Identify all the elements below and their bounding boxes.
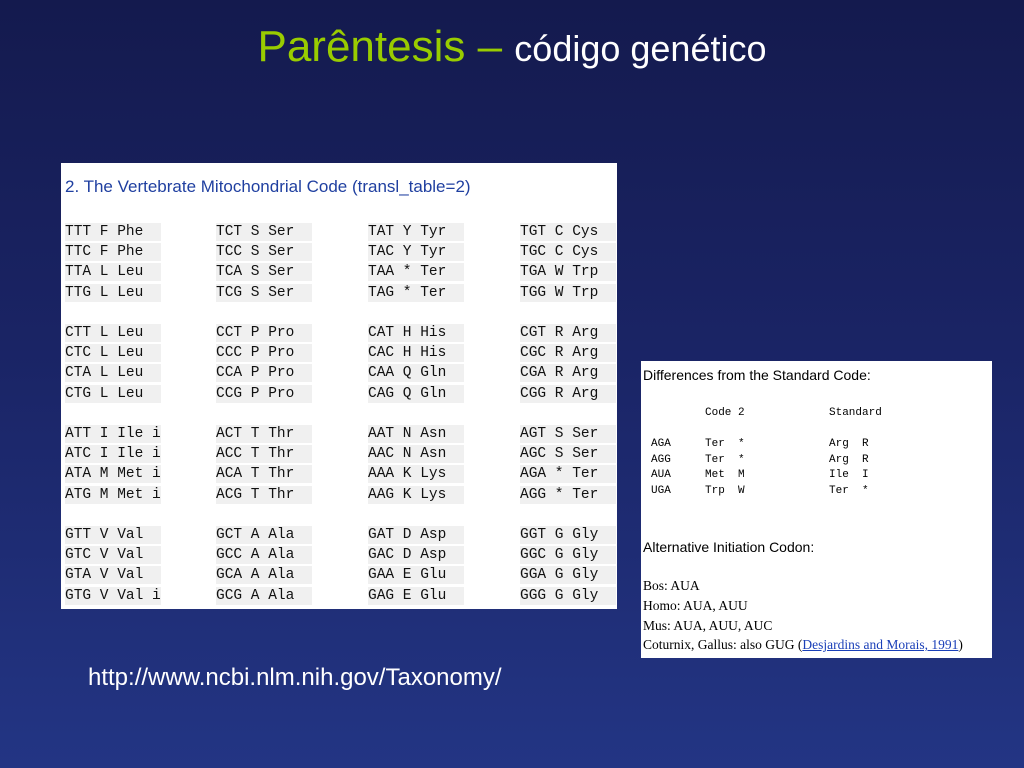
codon-cell: GGC G Gly — [520, 546, 616, 564]
codon-cell: TGA W Trp — [520, 263, 616, 281]
codon-cell: GTA V Val — [65, 566, 161, 584]
codon-cell: GAT D Asp — [368, 526, 464, 544]
codon-cell: CGC R Arg — [520, 344, 616, 362]
codon-cell: AAC N Asn — [368, 445, 464, 463]
codon-cell: AAA K Lys — [368, 465, 464, 483]
codon-cell: TTA L Leu — [65, 263, 161, 281]
codon-cell: GCG A Ala — [216, 587, 312, 605]
diff-code2: Trp W — [705, 484, 745, 497]
codon-cell: AGT S Ser — [520, 425, 616, 443]
codon-cell: TGC C Cys — [520, 243, 616, 261]
diff-codon: AUA — [651, 469, 671, 481]
codon-cell: CGG R Arg — [520, 385, 616, 403]
codon-cell: ATT I Ile i — [65, 426, 161, 442]
alt-initiation-heading: Alternative Initiation Codon: — [643, 539, 815, 555]
codon-table-heading: 2. The Vertebrate Mitochondrial Code (transl_table=2) — [65, 177, 471, 196]
differences-panel — [641, 361, 992, 658]
codon-cell: TAC Y Tyr — [368, 243, 464, 261]
codon-cell: CCA P Pro — [216, 364, 312, 382]
codon-cell: ATC I Ile i — [65, 446, 161, 463]
codon-cell: ACA T Thr — [216, 465, 312, 483]
codon-cell: TAA * Ter — [368, 263, 464, 281]
codon-cell: GTC V Val — [65, 546, 161, 564]
codon-cell: CTC L Leu — [65, 344, 161, 362]
diff-standard: Ter * — [829, 484, 869, 497]
diff-code2: Ter * — [705, 438, 745, 450]
codon-cell: CAA Q Gln — [368, 364, 464, 382]
homo-line: Homo: AUA, AUU — [643, 598, 748, 613]
source-url: http://www.ncbi.nlm.nih.gov/Taxonomy/ — [88, 664, 502, 691]
column-header-code2: Code 2 — [705, 407, 745, 419]
codon-cell: ACT T Thr — [216, 425, 312, 443]
codon-cell: GCT A Ala — [216, 526, 312, 544]
codon-cell: CCT P Pro — [216, 324, 312, 342]
codon-cell: TAG * Ter — [368, 284, 464, 302]
codon-cell: AGG * Ter — [520, 486, 616, 504]
codon-cell: AAG K Lys — [368, 486, 464, 504]
codon-cell: TCC S Ser — [216, 243, 312, 261]
codon-cell: CTT L Leu — [65, 324, 161, 342]
coturnix-prefix: Coturnix, Gallus: also GUG ( — [643, 637, 803, 652]
coturnix-suffix: ) — [958, 637, 963, 652]
slide-title — [0, 22, 1024, 72]
title-sub: código genético — [514, 28, 767, 69]
codon-cell: GTT V Val — [65, 526, 161, 544]
diff-codon: UGA — [651, 484, 671, 497]
diff-standard: Ile I — [829, 469, 869, 481]
codon-cell: ACG T Thr — [216, 486, 312, 504]
codon-cell: TTT F Phe — [65, 223, 161, 241]
codon-cell: CAC H His — [368, 344, 464, 362]
reference-link[interactable]: Desjardins and Morais, 1991 — [802, 637, 959, 652]
codon-cell: GGG G Gly — [520, 587, 616, 605]
codon-cell: CGA R Arg — [520, 364, 616, 382]
codon-cell: TTC F Phe — [65, 243, 161, 261]
codon-cell: CAT H His — [368, 324, 464, 342]
coturnix-line — [643, 637, 963, 653]
codon-cell: AGC S Ser — [520, 445, 616, 463]
codon-cell: TTG L Leu — [65, 284, 161, 302]
title-main: Parêntesis – — [257, 22, 503, 71]
diff-codon: AGG — [651, 453, 671, 466]
codon-cell: GAA E Glu — [368, 566, 464, 584]
codon-cell: TGG W Trp — [520, 284, 616, 302]
mus-line: Mus: AUA, AUU, AUC — [643, 618, 773, 633]
diff-code2: Ter * — [705, 453, 745, 466]
codon-table-panel — [61, 163, 617, 609]
diff-standard: Arg R — [829, 453, 869, 466]
codon-cell: TCA S Ser — [216, 263, 312, 281]
codon-cell: AGA * Ter — [520, 465, 616, 483]
codon-cell: AAT N Asn — [368, 425, 464, 443]
codon-cell: CCC P Pro — [216, 344, 312, 362]
codon-cell: GGA G Gly — [520, 566, 616, 584]
column-header-standard: Standard — [829, 407, 882, 419]
codon-cell: CAG Q Gln — [368, 385, 464, 403]
codon-cell: CCG P Pro — [216, 385, 312, 403]
codon-cell: GCA A Ala — [216, 566, 312, 584]
codon-cell: ATG M Met i — [65, 486, 161, 503]
codon-cell: CTG L Leu — [65, 385, 161, 403]
codon-cell: CGT R Arg — [520, 324, 616, 342]
diff-code2: Met M — [705, 469, 745, 481]
codon-cell: TGT C Cys — [520, 223, 616, 241]
differences-heading: Differences from the Standard Code: — [643, 367, 871, 383]
codon-cell: GTG V Val i — [65, 587, 161, 604]
codon-cell: TCG S Ser — [216, 284, 312, 302]
codon-cell: GGT G Gly — [520, 526, 616, 544]
codon-cell: TAT Y Tyr — [368, 223, 464, 241]
diff-codon: AGA — [651, 438, 671, 450]
bos-line: Bos: AUA — [643, 578, 700, 593]
codon-cell: GAC D Asp — [368, 546, 464, 564]
codon-cell: CTA L Leu — [65, 364, 161, 382]
codon-cell: ACC T Thr — [216, 445, 312, 463]
codon-cell: GAG E Glu — [368, 587, 464, 605]
codon-cell: TCT S Ser — [216, 223, 312, 241]
diff-standard: Arg R — [829, 438, 869, 450]
codon-cell: GCC A Ala — [216, 546, 312, 564]
codon-cell: ATA M Met i — [65, 466, 161, 483]
